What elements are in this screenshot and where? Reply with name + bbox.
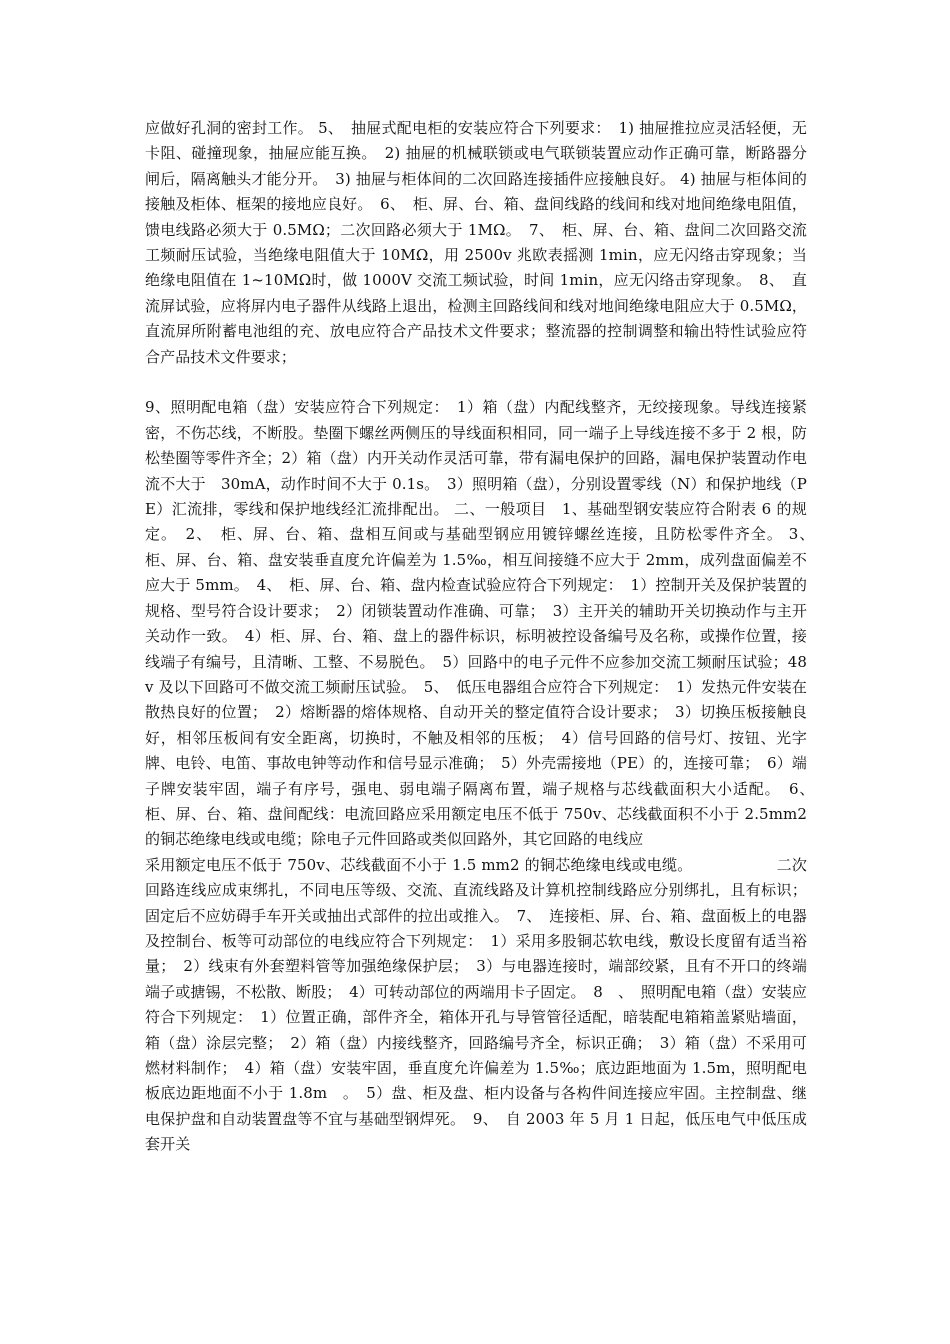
paragraph-cabinet-requirements: 应做好孔洞的密封工作。 5、 抽屉式配电柜的安装应符合下列要求： 1) 抽屉推拉应灵活轻便，无卡阻、碰撞现象，抽屉应能互换。 2) 抽屉的机械联锁或电气联锁装置应动作正确可靠，断路器分闸后，隔离触头才能分开。 3) 抽屉与柜体间的二次回路连接插件应接触良好。 4) 抽屉与柜体间的接触及柜体、框架的接地应良好。 6、 柜、屏、台、箱、盘间线路的线间和线对地间绝缘电阻值，馈电线路必须大于 0.5MΩ；二次回路必须大于 1MΩ。 7、 柜、屏、台、箱、盘间二次回路交流工频耐压试验，当绝缘电阻值大于 10MΩ，用 2500v 兆欧表摇测 1min，应无闪络击穿现象；当绝缘电阻值在 1~10MΩ时，做 1000V 交流工频试验，时间 1min，应无闪络击穿现象。 8、 直流屏试验，应将屏内电子器件从线路上退出，检测主回路线间和线对地间绝缘电阻应大于 0.5MΩ，直流屏所附蓄电池组的充、放电应符合产品技术文件要求；整流器的控制调整和输出特性试验应符合产品技术文件要求；	[145, 119, 807, 366]
paragraph-wiring-continuation: 采用额定电压不低于 750v、芯线截面不小于 1.5 mm2 的铜芯绝缘电线或电缆。 二次回路连线应成束绑扎，不同电压等级、交流、直流线路及计算机控制线路应分别绑扎，且有标识；固定后不应妨碍手车开关或抽出式部件的拉出或推入。 7、 连接柜、屏、台、箱、盘面板上的电器及控制台、板等可动部位的电线应符合下列规定： 1）采用多股铜芯软电线，敷设长度留有适当裕量； 2）线束有外套塑料管等加强绝缘保护层； 3）与电器连接时，端部绞紧，且有不开口的终端端子或搪锡，不松散、断股； 4）可转动部位的两端用卡子固定。 8 、 照明配电箱（盘）安装应符合下列规定： 1）位置正确，部件齐全，箱体开孔与导管管径适配，暗装配电箱箱盖紧贴墙面，箱（盘）涂层完整； 2）箱（盘）内接线整齐，回路编号齐全，标识正确； 3）箱（盘）不采用可燃材料制作； 4）箱（盘）安装牢固，垂直度允许偏差为 1.5‰；底边距地面为 1.5m，照明配电板底边距地面不小于 1.8m 。 5）盘、柜及盘、柜内设备与各构件间连接应牢固。主控制盘、继电保护盘和自动装置盘等不宜与基础型钢焊死。 9、 自 2003 年 5 月 1 日起，低压电气中低压成套开关	[145, 855, 807, 1154]
paragraph-lighting-box-rules: 9、照明配电箱（盘）安装应符合下列规定： 1）箱（盘）内配线整齐，无绞接现象。导线连接紧密，不伤芯线，不断股。垫圈下螺丝两侧压的导线面积相同，同一端子上导线连接不多于 2 根，防松垫圈等零件齐全；2）箱（盘）内开关动作灵活可靠，带有漏电保护的回路，漏电保护装置动作电流不大于 30mA，动作时间不大于 0.1s。 3）照明箱（盘），分别设置零线（N）和保护地线（PE）汇流排，零线和保护地线经汇流排配出。 二、一般项目 1、基础型钢安装应符合附表 6 的规定。 2、 柜、屏、台、箱、盘相互间或与基础型钢应用镀锌螺丝连接，且防松零件齐全。 3、 柜、屏、台、箱、盘安装垂直度允许偏差为 1.5‰，相互间接缝不应大于 2mm，成列盘面偏差不应大于 5mm。 4、 柜、屏、台、箱、盘内检查试验应符合下列规定： 1）控制开关及保护装置的规格、型号符合设计要求； 2）闭锁装置动作准确、可靠； 3）主开关的辅助开关切换动作与主开关动作一致。 4）柜、屏、台、箱、盘上的器件标识，标明被控设备编号及名称，或操作位置，接线端子有编号，且清晰、工整、不易脱色。 5）回路中的电子元件不应参加交流工频耐压试验；48v 及以下回路可不做交流工频耐压试验。 5、 低压电器组合应符合下列规定： 1）发热元件安装在散热良好的位置； 2）熔断器的熔体规格、自动开关的整定值符合设计要求； 3）切换压板接触良好，相邻压板间有安全距离，切换时，不触及相邻的压板； 4）信号回路的信号灯、按钮、光字牌、电铃、电笛、事故电钟等动作和信号显示准确； 5）外壳需接地（PE）的，连接可靠； 6）端子牌安装牢固，端子有序号，强电、弱电端子隔离布置，端子规格与芯线截面积大小适配。 6、 柜、屏、台、箱、盘间配线：电流回路应采用额定电压不低于 750v、芯线截面积不小于 2.5mm2 的铜芯绝缘电线或电缆；除电子元件回路或类似回路外，其它回路的电线应	[145, 398, 823, 849]
paragraph-spacer	[145, 370, 807, 395]
document-body	[145, 116, 823, 1158]
